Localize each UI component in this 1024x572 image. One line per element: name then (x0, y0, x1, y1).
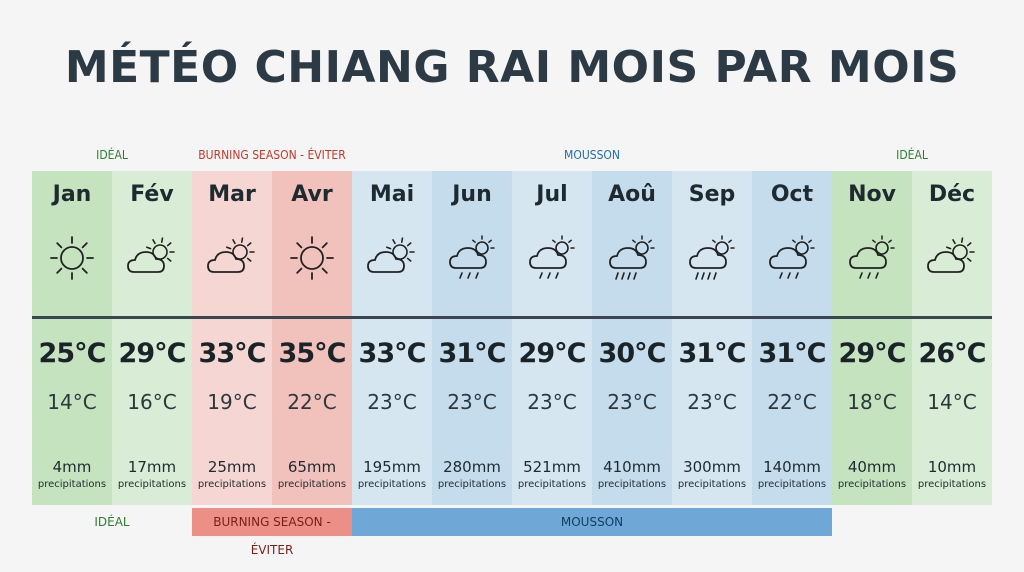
low-temp: 23°C (367, 390, 417, 414)
low-temp: 23°C (527, 390, 577, 414)
rainfall-caption: precipitations (677, 479, 747, 490)
partly-cloudy-icon (912, 230, 992, 286)
rainfall: 410mm (603, 458, 661, 476)
band-mousson: MOUSSON (352, 508, 832, 536)
low-temp: 23°C (687, 390, 737, 414)
season-label-ideal: IDÉAL (896, 148, 928, 162)
rainfall-caption: precipitations (437, 479, 507, 490)
rainfall-caption: precipitations (597, 479, 667, 490)
high-temp: 30°C (598, 338, 666, 369)
high-temp: 26°C (918, 338, 986, 369)
rainfall: 40mm (847, 458, 897, 476)
month-name: Mar (208, 182, 256, 207)
rainfall: 25mm (207, 458, 257, 476)
band-burning: BURNING SEASON - ÉVITER (192, 508, 352, 536)
rainfall-caption: precipitations (197, 479, 267, 490)
rainfall: 521mm (523, 458, 581, 476)
partly-cloudy-icon (352, 230, 432, 286)
month-name: Jun (452, 182, 492, 207)
high-temp: 25°C (38, 338, 106, 369)
rainfall-caption: precipitations (117, 479, 187, 490)
rainfall: 10mm (927, 458, 977, 476)
partly-cloudy-icon (112, 230, 192, 286)
rainfall-caption: precipitations (517, 479, 587, 490)
rainfall-caption: precipitations (837, 479, 907, 490)
high-temp: 35°C (278, 338, 346, 369)
sun-icon (272, 230, 352, 286)
rainfall: 17mm (127, 458, 177, 476)
sun-icon (32, 230, 112, 286)
rain-cloud-icon (832, 230, 912, 286)
month-name: Fév (130, 182, 174, 207)
low-temp: 14°C (47, 390, 97, 414)
rainfall: 140mm (763, 458, 821, 476)
low-temp: 14°C (927, 390, 977, 414)
rainfall: 4mm (52, 458, 92, 476)
high-temp: 29°C (118, 338, 186, 369)
rain-cloud-icon (512, 230, 592, 286)
heavy-rain-icon (672, 230, 752, 286)
rain-cloud-icon (432, 230, 512, 286)
month-name: Sep (688, 182, 736, 207)
heavy-rain-icon (592, 230, 672, 286)
low-temp: 22°C (767, 390, 817, 414)
high-temp: 31°C (758, 338, 826, 369)
rainfall-caption: precipitations (37, 479, 107, 490)
page-title: MÉTÉO CHIANG RAI MOIS PAR MOIS (64, 42, 960, 93)
season-label-burning: BURNING SEASON - ÉVITER (198, 148, 346, 162)
month-name: Mai (369, 182, 415, 207)
high-temp: 31°C (438, 338, 506, 369)
low-temp: 19°C (207, 390, 257, 414)
low-temp: 23°C (447, 390, 497, 414)
month-name: Aoû (608, 182, 656, 207)
rainfall: 280mm (443, 458, 501, 476)
rainfall: 300mm (683, 458, 741, 476)
band-ideal: IDÉAL (94, 515, 130, 529)
partly-cloudy-icon (192, 230, 272, 286)
rainfall-caption: precipitations (277, 479, 347, 490)
season-label-mousson: MOUSSON (564, 148, 620, 162)
month-name: Avr (291, 182, 333, 207)
rainfall-caption: precipitations (357, 479, 427, 490)
season-label-ideal: IDÉAL (96, 148, 128, 162)
month-name: Jul (536, 182, 568, 207)
high-temp: 33°C (358, 338, 426, 369)
month-name: Déc (928, 182, 976, 207)
rainfall-caption: precipitations (757, 479, 827, 490)
low-temp: 18°C (847, 390, 897, 414)
month-name: Nov (848, 182, 896, 207)
low-temp: 23°C (607, 390, 657, 414)
low-temp: 16°C (127, 390, 177, 414)
rainfall-caption: precipitations (917, 479, 987, 490)
divider (32, 316, 992, 319)
rainfall: 65mm (287, 458, 337, 476)
high-temp: 31°C (678, 338, 746, 369)
month-name: Oct (770, 182, 814, 207)
month-name: Jan (52, 182, 92, 207)
low-temp: 22°C (287, 390, 337, 414)
high-temp: 33°C (198, 338, 266, 369)
high-temp: 29°C (838, 338, 906, 369)
rainfall: 195mm (363, 458, 421, 476)
rain-cloud-icon (752, 230, 832, 286)
high-temp: 29°C (518, 338, 586, 369)
